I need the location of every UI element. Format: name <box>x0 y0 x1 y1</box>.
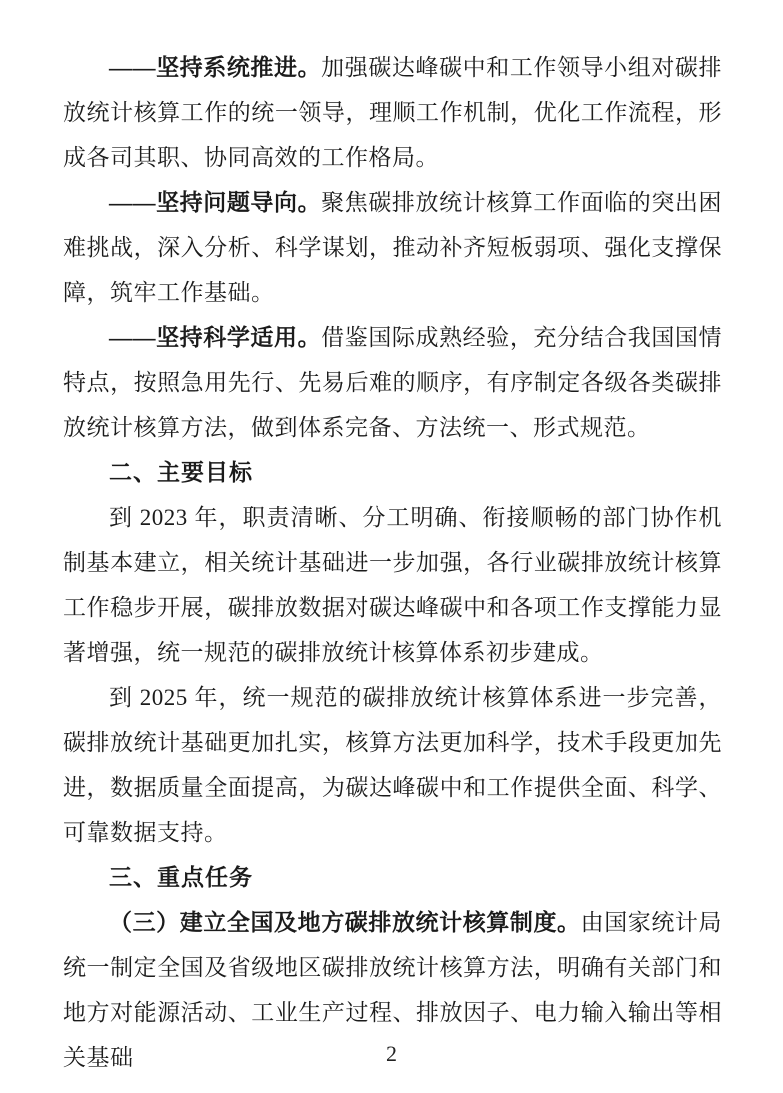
paragraph-lead: （三）建立全国及地方碳排放统计核算制度。 <box>109 910 581 935</box>
paragraph-adhere-problem-orientation <box>63 180 722 315</box>
paragraph-body: 由国家统计局统一制定全国及省级地区碳排放统计核算方法，明确有关部门和地方对能源活动、工业生产过程、排放因子、电力输入输出等相关基础 <box>63 910 723 1070</box>
page-number: 2 <box>386 1041 397 1066</box>
paragraph-lead: ——坚持问题导向。 <box>109 190 322 215</box>
paragraph-adhere-scientific-applicability <box>63 315 722 450</box>
paragraph-body: 加强碳达峰碳中和工作领导小组对碳排放统计核算工作的统一领导，理顺工作机制，优化工作流程，形成各司其职、协同高效的工作格局。 <box>63 55 723 170</box>
section-heading-main-goals: 二、主要目标 <box>109 459 253 485</box>
paragraph-goal-2025 <box>63 675 722 855</box>
paragraph-body: 借鉴国际成熟经验，充分结合我国国情特点，按照急用先行、先易后难的顺序，有序制定各级各类碳排放统计核算方法，做到体系完备、方法统一、形式规范。 <box>63 325 723 440</box>
paragraph-body: 到 2023 年，职责清晰、分工明确、衔接顺畅的部门协作机制基本建立，相关统计基础进一步加强，各行业碳排放统计核算工作稳步开展，碳排放数据对碳达峰碳中和各项工作支撑能力显著增强，统一规范的碳排放统计核算体系初步建成。 <box>63 505 722 665</box>
section-heading-key-tasks: 三、重点任务 <box>109 864 253 890</box>
paragraph-body: 到 2025 年，统一规范的碳排放统计核算体系进一步完善，碳排放统计基础更加扎实，核算方法更加科学，技术手段更加先进，数据质量全面提高，为碳达峰碳中和工作提供全面、科学、可靠数据支持。 <box>63 685 722 845</box>
paragraph-adhere-systematic-advancement <box>63 45 722 180</box>
paragraph-lead: ——坚持系统推进。 <box>109 55 322 80</box>
paragraph-lead: ——坚持科学适用。 <box>109 325 322 350</box>
page-footer <box>0 1041 783 1067</box>
paragraph-goal-2023 <box>63 495 722 675</box>
paragraph-body: 聚焦碳排放统计核算工作面临的突出困难挑战，深入分析、科学谋划，推动补齐短板弱项、强化支撑保障，筑牢工作基础。 <box>63 190 723 305</box>
